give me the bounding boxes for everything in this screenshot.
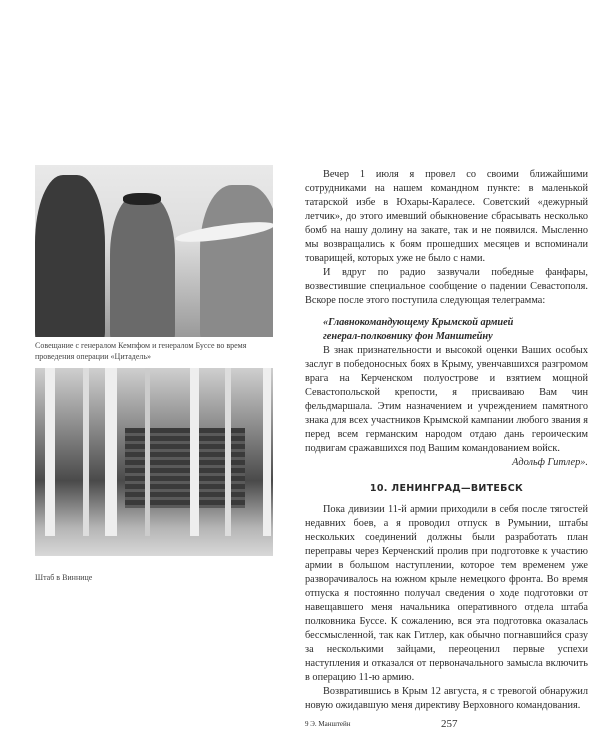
page-footer	[305, 717, 588, 731]
telegram	[305, 316, 588, 470]
telegram-body: В знак признательности и высокой оценки Ваших особых заслуг в победоносных боях в Крыму, увенчавшихся разгромом врага на Керченском полуострове и взятием мощной Севастопольской крепости, я присваиваю Вам чин фельдмаршала. Этим назначением и учреждением памятного знака для всех участников Крымской кампании любого звания я перед всем германским народом отдаю дань героическим подвигам сражавшихся под Вашим командованием войск.	[305, 345, 588, 454]
paragraph: Возвратившись в Крым 12 августа, я с тревогой обнаружил новую ожидавшую меня директиву Верховного командования.	[305, 686, 588, 711]
paragraph: И вдруг по радио зазвучали победные фанфары, возвестившие специальное сообщение о падении Севастополя. Вскоре после этого поступила следующая телеграмма:	[305, 267, 588, 306]
footer-signature: 9 Э. Манштейн	[305, 720, 351, 728]
photo-generals-meeting	[35, 165, 273, 337]
photo-headquarters-vinnitsa	[35, 368, 273, 556]
telegram-signature: Адольф Гитлер».	[512, 457, 588, 468]
photo1-caption: Совещание с генералом Кемпфом и генералом Буссе во время проведения операции «Цитадель»	[35, 341, 247, 361]
paragraph: Вечер 1 июля я провел со своими ближайшими сотрудниками на нашем командном пункте: в маленькой татарской избе в Юхары-Каралесе. Советский «дежурный летчик», до этого имевший обыкновение сбрасывать несколько бомб на нашу долину на закате, так и не появился. Мысленно мы возвращались к боям прошедших месяцев и вспоминали товарищей, которых уже не было с нами.	[305, 169, 588, 264]
telegram-address-line: «Главнокомандующему Крымской армией	[323, 317, 514, 328]
section-heading: 10. ЛЕНИНГРАД—ВИТЕБСК	[369, 483, 524, 494]
paragraph: Пока дивизии 11-й армии приходили в себя после тягостей недавних боев, а я проводил отпуск в Румынии, штабы нескольких соединений должны были разработать план переправы через Керченский пролив при подготовке к участию армии в большом наступлении, которое тем временем уже разворачивалось на южном крыле немецкого фронта. Во время отпуска я постоянно получал сведения о ходе подготовки от навещавшего меня начальника оперативного отдела штаба полковника Буссе. К сожалению, вся эта подготовка оказалась бессмысленной, так как Гитлер, как обычно погнавшийся сразу за несколькими зайцами, переоценил первые успехи наступления и отказался от первоначального замысла включить в операцию 11-ю армию.	[305, 504, 588, 683]
right-page	[305, 168, 588, 731]
telegram-address-line: генерал-полковнику фон Манштейну	[323, 331, 493, 342]
page-number: 257	[441, 718, 458, 730]
main-text-column	[305, 168, 588, 713]
photo2-caption: Штаб в Виннице	[35, 573, 93, 582]
